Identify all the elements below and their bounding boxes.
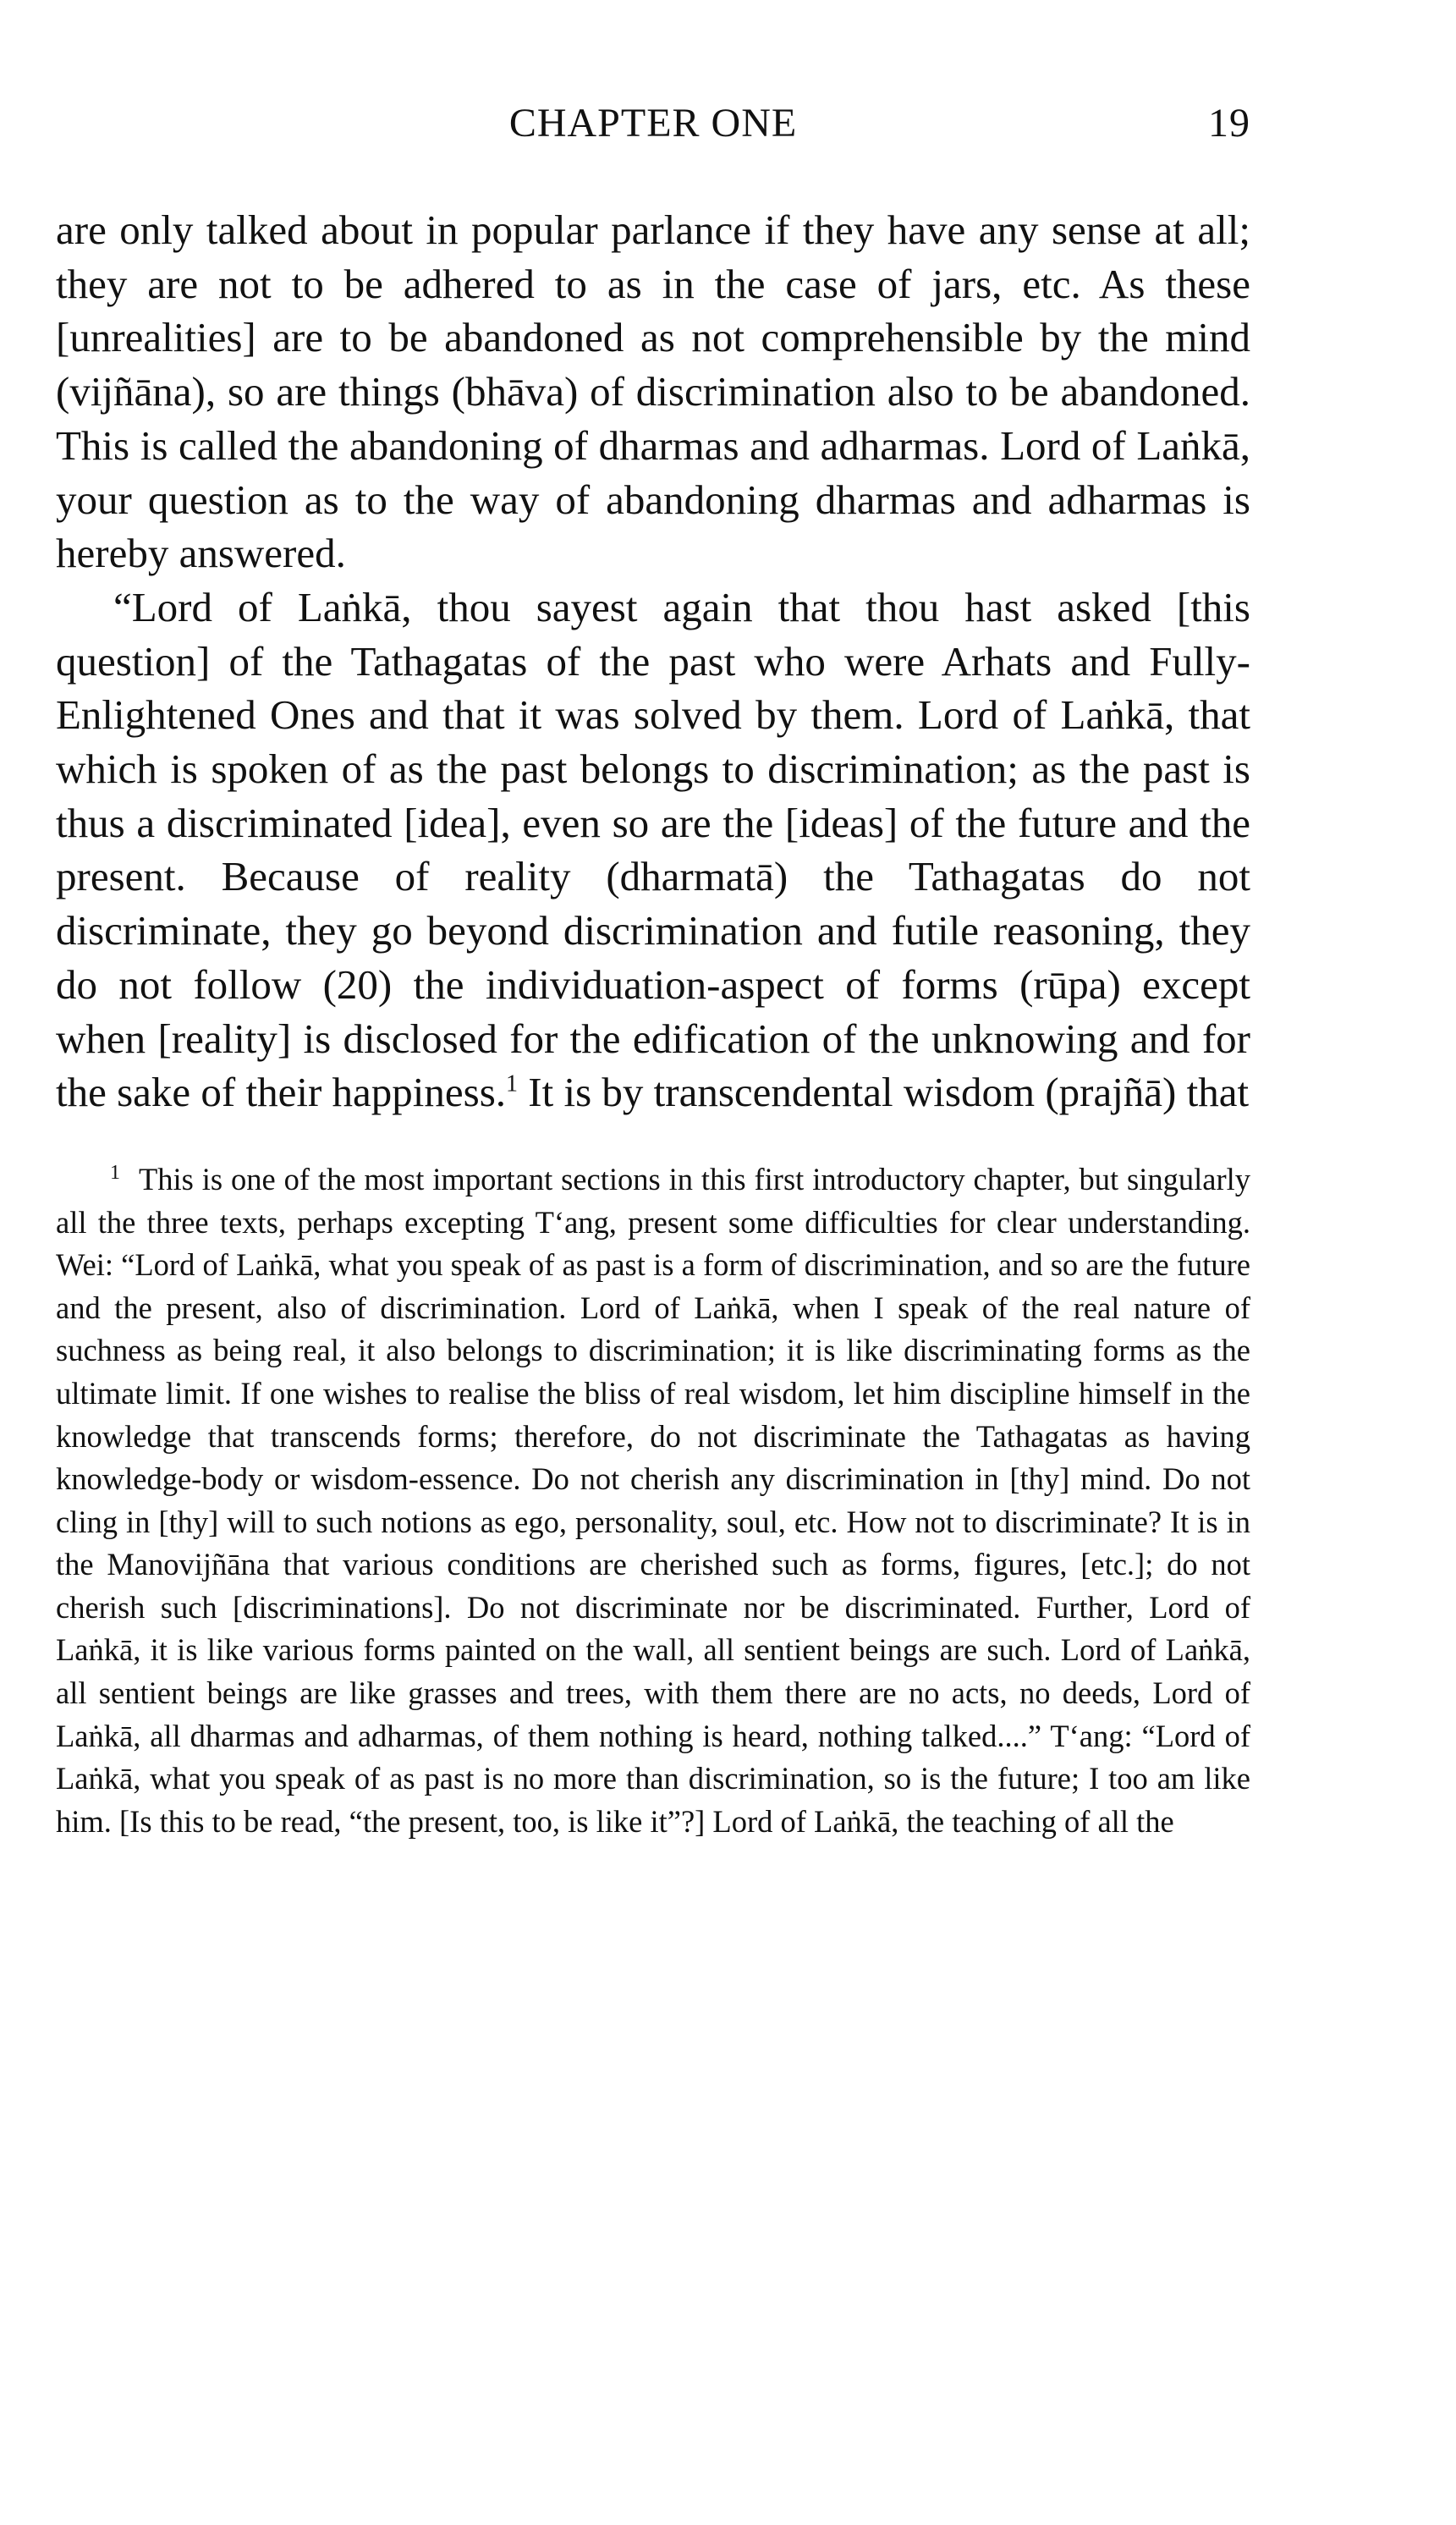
book-page <box>56 100 1250 1843</box>
footnote-text: This is one of the most important sections in this first introductory chapter, but singularly all the three texts, perhaps excepting T‘ang, present some difficulties for clear understanding. Wei: “Lord of Laṅkā, what you speak of as past is a form of discrimination, and so are the future and the present, also of discrimination. Lord of Laṅkā, when I speak of the real nature of suchness as being real, it also belongs to discrimination; it is like discriminating forms as the ultimate limit. If one wishes to realise the bliss of real wisdom, let him discipline himself in the knowledge that transcends forms; therefore, do not discriminate the Tathagatas as having knowledge-body or wisdom-essence. Do not cherish any discrimination in [thy] mind. Do not cling in [thy] will to such notions as ego, personality, soul, etc. How not to discriminate? It is in the Manovijñāna that various conditions are cherished such as forms, figures, [etc.]; do not cherish such [discriminations]. Do not discriminate nor be discriminated. Further, Lord of Laṅkā, it is like various forms painted on the wall, all sentient beings are such. Lord of Laṅkā, all sentient beings are like grasses and trees, with them there are no acts, no deeds, Lord of Laṅkā, all dharmas and adharmas, of them nothing is heard, nothing talked....” T‘ang: “Lord of Laṅkā, what you speak of as past is no more than discrimination, so is the future; I too am like him. [Is this to be read, “the present, too, is like it”?] Lord of Laṅkā, the teaching of all the <box>56 1161 1250 1839</box>
footnote-mark: 1 <box>110 1161 120 1184</box>
running-head <box>56 100 1250 176</box>
paragraph-2-text: “Lord of Laṅkā, thou sayest again that thou hast asked [this question] of the Tathagatas of the past who were Arhats and Fully-Enlightened Ones and that it was solved by them. Lord of Laṅkā, that which is spoken of as the past belongs to discrimination; as the past is thus a discriminated [idea], even so are the [ideas] of the future and the present. Because of reality (dharmatā) the Tathagatas do not discriminate, they go beyond discrimination and futile reasoning, they do not follow (20) the individuation-aspect of forms (rūpa) except when [reality] is disclosed for the edification of the unknowing and for the sake of their happiness. <box>56 583 1250 1116</box>
page-number: 19 <box>1208 101 1250 146</box>
paragraph-1: are only talked about in popular parlance if they have any sense at all; they are not to be adhered to as in the case of jars, etc. As these [unrealities] are to be abandoned as not comprehensible by the mind (vijñāna), so are things (bhāva) of discrimination also to be abandoned. This is called the abandoning of dharmas and adharmas. Lord of Laṅkā, your question as to the way of abandoning dharmas and adharmas is hereby answered. <box>56 206 1250 577</box>
running-title: CHAPTER ONE <box>508 101 798 146</box>
footnote-section <box>56 1158 1250 1844</box>
footnote-reference: 1 <box>506 1070 519 1097</box>
paragraph-2 <box>56 580 1250 1119</box>
footnote-1 <box>56 1158 1250 1844</box>
main-text <box>56 203 1250 1119</box>
paragraph-2-tail: It is by transcendental wisdom (prajñā) that <box>518 1069 1250 1116</box>
